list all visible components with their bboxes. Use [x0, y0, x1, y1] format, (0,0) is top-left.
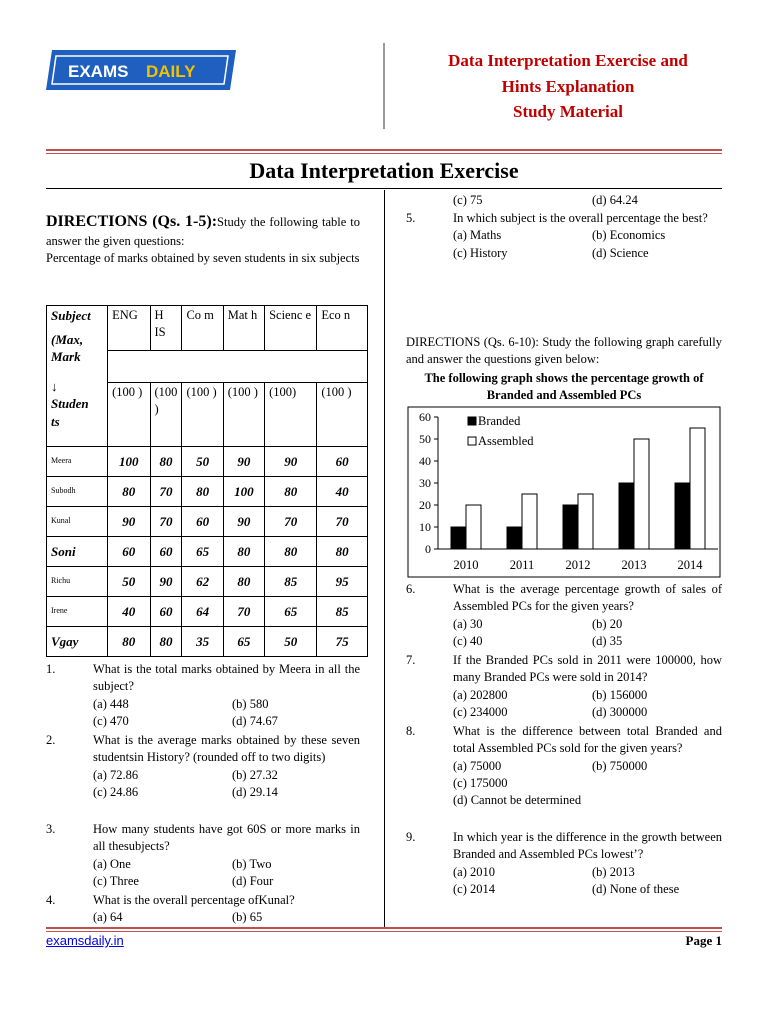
legend-swatch-assembled: [468, 437, 476, 445]
x-tick-label: 2010: [453, 558, 479, 572]
footer-rule: [46, 931, 722, 932]
max-mark: (100): [265, 383, 317, 447]
footer-rule: [46, 927, 722, 929]
header-rule: [46, 149, 722, 151]
question-number: 2.: [46, 733, 56, 747]
option[interactable]: (b) 580: [232, 696, 269, 711]
option[interactable]: (a) 448: [93, 696, 129, 711]
option[interactable]: (c) 175000: [453, 775, 508, 790]
y-tick-label: 60: [419, 410, 431, 424]
bar-branded: [451, 527, 466, 549]
mark-cell: 80: [265, 537, 317, 567]
table-row: [47, 567, 368, 597]
subject-header: Mat h: [223, 306, 264, 351]
bar-assembled: [466, 505, 481, 549]
directions-1-line2: Percentage of marks obtained by seven students in six subjects: [46, 251, 360, 266]
option[interactable]: (b) 2013: [592, 864, 635, 879]
column-divider: [384, 190, 385, 928]
question-3: [46, 821, 360, 890]
option[interactable]: (a) Maths: [453, 228, 502, 243]
header-title-line: Study Material: [512, 102, 624, 121]
subject-header: H IS: [150, 306, 182, 351]
mark-cell: 35: [182, 627, 223, 657]
mark-cell: 80: [108, 627, 150, 657]
title-rule: [46, 188, 722, 189]
option[interactable]: (d) 35: [592, 633, 623, 648]
corner-line: Mark: [51, 349, 81, 365]
student-name: Subodh: [47, 477, 108, 507]
corner-line: Studen: [51, 396, 89, 412]
bar-assembled: [522, 494, 537, 549]
mark-cell: 40: [108, 597, 150, 627]
mark-cell: 85: [317, 597, 368, 627]
option[interactable]: (b) 750000: [592, 758, 648, 773]
mark-cell: 60: [150, 537, 182, 567]
max-mark: (100 ): [150, 383, 182, 447]
marks-table: [46, 305, 368, 657]
legend-label: Branded: [478, 414, 521, 428]
question-number: 5.: [406, 211, 416, 225]
mark-cell: 50: [265, 627, 317, 657]
y-tick-label: 50: [419, 432, 431, 446]
student-name: Vgay: [47, 627, 108, 657]
directions-1-text: Study the following table to answer the given questions:: [46, 215, 361, 249]
mark-cell: 80: [108, 477, 150, 507]
corner-line: ↓: [51, 378, 58, 394]
y-tick-label: 40: [419, 454, 431, 468]
mark-cell: 80: [150, 627, 182, 657]
bar-assembled: [690, 428, 705, 549]
question-9: [406, 829, 722, 898]
mark-cell: 62: [182, 567, 223, 597]
mark-cell: 85: [265, 567, 317, 597]
option[interactable]: (b) 27.32: [232, 767, 278, 782]
bar-branded: [675, 483, 690, 549]
option[interactable]: (d) 74.67: [232, 713, 278, 728]
y-tick-label: 10: [419, 520, 431, 534]
question-8: [406, 723, 722, 809]
chart-frame: [408, 407, 720, 577]
option[interactable]: (c) 24.86: [93, 784, 139, 799]
question-text: How many students have got 60S or more marks in all thesubjects?: [93, 822, 360, 854]
max-mark: (100 ): [223, 383, 264, 447]
svg-text:EXAMS: EXAMS: [68, 62, 129, 81]
option[interactable]: (c) 75: [453, 193, 483, 207]
table-corner-header: [47, 306, 108, 447]
x-tick-label: 2014: [677, 558, 703, 572]
graph-title: The following graph shows the percentage growth of Branded and Assembled PCs: [424, 371, 704, 403]
corner-line: (Max,: [51, 331, 84, 347]
table-row: [47, 627, 368, 657]
option[interactable]: (c) 234000: [453, 704, 508, 719]
question-5: [406, 210, 722, 262]
question-number: 4.: [46, 893, 56, 907]
mark-cell: 70: [150, 507, 182, 537]
subject-header: Co m: [182, 306, 223, 351]
student-name: Irene: [47, 597, 108, 627]
q4-continued-options: [406, 192, 722, 209]
option[interactable]: (d) 300000: [592, 704, 648, 719]
table-row: [47, 537, 368, 567]
question-7: [406, 652, 722, 721]
bar-assembled: [578, 494, 593, 549]
mark-cell: 100: [108, 447, 150, 477]
student-name: Meera: [47, 447, 108, 477]
table-row: [47, 597, 368, 627]
page-number: Page 1: [685, 933, 722, 948]
question-text: What is the difference between total Branded and total Assembled PCs sold for the given years?: [453, 724, 722, 756]
mark-cell: 70: [317, 507, 368, 537]
corner-line: Subject: [51, 308, 91, 323]
option[interactable]: (c) 470: [93, 713, 129, 728]
mark-cell: 70: [150, 477, 182, 507]
option[interactable]: (a) 75000: [453, 758, 502, 773]
x-tick-label: 2012: [565, 558, 591, 572]
option[interactable]: (a) 64: [93, 910, 123, 925]
question-text: If the Branded PCs sold in 2011 were 100000, how many Branded PCs were sold in 2014?: [453, 653, 722, 685]
mark-cell: 90: [108, 507, 150, 537]
table-blank-row: [108, 351, 368, 383]
table-row: [47, 507, 368, 537]
option[interactable]: (b) 65: [232, 910, 263, 925]
question-text: In which year is the difference in the growth between Branded and Assembled PCs lowest’?: [453, 830, 722, 862]
option[interactable]: (a) 30: [453, 616, 483, 631]
table-row: [47, 477, 368, 507]
question-text: What is the average marks obtained by these seven studentsin History? (rounded off to two digits): [93, 733, 360, 765]
question-text: In which subject is the overall percentage the best?: [453, 211, 708, 225]
question-4: [46, 892, 360, 927]
mark-cell: 60: [317, 447, 368, 477]
bar-branded: [619, 483, 634, 549]
question-number: 9.: [406, 830, 416, 844]
student-name: Soni: [47, 537, 108, 567]
table-row: [47, 447, 368, 477]
option[interactable]: (b) Two: [232, 856, 272, 871]
pc-growth-bar-chart: [406, 405, 722, 579]
mark-cell: 40: [317, 477, 368, 507]
y-tick-label: 20: [419, 498, 431, 512]
option[interactable]: (d) Four: [232, 873, 274, 888]
bar-branded: [507, 527, 522, 549]
option[interactable]: (d) Cannot be determined: [453, 793, 582, 807]
mark-cell: 90: [223, 507, 264, 537]
header-title-line: Data Interpretation Exercise and: [448, 51, 688, 70]
question-number: 8.: [406, 724, 416, 738]
mark-cell: 70: [223, 597, 264, 627]
question-text: What is the overall percentage ofKunal?: [93, 893, 295, 907]
question-1: [46, 661, 360, 730]
mark-cell: 75: [317, 627, 368, 657]
question-text: What is the average percentage growth of sales of Assembled PCs for the given years?: [453, 582, 722, 614]
mark-cell: 80: [223, 567, 264, 597]
mark-cell: 65: [182, 537, 223, 567]
option[interactable]: (c) Three: [93, 873, 139, 888]
question-number: 6.: [406, 582, 416, 596]
subject-header: ENG: [108, 306, 150, 351]
mark-cell: 80: [317, 537, 368, 567]
mark-cell: 60: [150, 597, 182, 627]
option[interactable]: (a) 72.86: [93, 767, 139, 782]
header-rule: [46, 153, 722, 154]
corner-line: ts: [51, 413, 60, 429]
directions-2: DIRECTIONS (Qs. 6-10): Study the following graph carefully and answer the questions given below:: [406, 335, 722, 367]
option[interactable]: (b) 156000: [592, 687, 648, 702]
header-title-line: Hints Explanation: [501, 76, 635, 96]
mark-cell: 65: [265, 597, 317, 627]
option[interactable]: (c) 2014: [453, 881, 495, 896]
bar-assembled: [634, 439, 649, 549]
student-name: Richu: [47, 567, 108, 597]
option[interactable]: (d) 64.24: [592, 193, 638, 207]
question-6: [406, 581, 722, 650]
max-mark: (100 ): [182, 383, 223, 447]
directions-1-head: DIRECTIONS (Qs. 1-5):: [46, 213, 218, 230]
mark-cell: 70: [265, 507, 317, 537]
mark-cell: 80: [182, 477, 223, 507]
y-tick-label: 0: [425, 542, 431, 556]
bar-branded: [563, 505, 578, 549]
x-tick-label: 2013: [621, 558, 647, 572]
option[interactable]: (b) 20: [592, 616, 623, 631]
option[interactable]: (d) Science: [592, 245, 649, 260]
mark-cell: 60: [108, 537, 150, 567]
mark-cell: 90: [150, 567, 182, 597]
option[interactable]: (a) 2010: [453, 864, 495, 879]
option[interactable]: (c) 40: [453, 633, 483, 648]
max-mark: (100 ): [108, 383, 150, 447]
question-text: What is the total marks obtained by Meera in all the subject?: [93, 662, 360, 694]
page-title: Data Interpretation Exercise: [249, 158, 519, 183]
option[interactable]: (a) One: [93, 856, 131, 871]
student-name: Kunal: [47, 507, 108, 537]
question-number: 1.: [46, 662, 56, 676]
header-divider: [383, 43, 385, 129]
mark-cell: 80: [150, 447, 182, 477]
legend-swatch-branded: [468, 417, 476, 425]
exams-daily-logo: [46, 50, 236, 90]
mark-cell: 80: [223, 537, 264, 567]
header-title: [400, 48, 736, 125]
legend-label: Assembled: [478, 434, 534, 448]
subject-header: Scienc e: [265, 306, 317, 351]
subject-header: Eco n: [317, 306, 368, 351]
mark-cell: 90: [265, 447, 317, 477]
mark-cell: 95: [317, 567, 368, 597]
svg-text:DAILY: DAILY: [146, 62, 196, 81]
question-number: 7.: [406, 653, 416, 667]
mark-cell: 50: [108, 567, 150, 597]
mark-cell: 90: [223, 447, 264, 477]
option[interactable]: (d) None of these: [592, 881, 680, 896]
mark-cell: 100: [223, 477, 264, 507]
x-tick-label: 2011: [509, 558, 535, 572]
mark-cell: 65: [223, 627, 264, 657]
mark-cell: 60: [182, 507, 223, 537]
mark-cell: 64: [182, 597, 223, 627]
question-2: [46, 732, 360, 801]
mark-cell: 50: [182, 447, 223, 477]
option[interactable]: (b) Economics: [592, 228, 666, 243]
option[interactable]: (a) 202800: [453, 687, 508, 702]
option[interactable]: (d) 29.14: [232, 784, 278, 799]
directions-1: [46, 211, 360, 268]
question-number: 3.: [46, 822, 56, 836]
max-mark: (100 ): [317, 383, 368, 447]
footer-link[interactable]: examsdaily.in: [46, 933, 124, 948]
mark-cell: 80: [265, 477, 317, 507]
option[interactable]: (c) History: [453, 245, 508, 260]
y-tick-label: 30: [419, 476, 431, 490]
